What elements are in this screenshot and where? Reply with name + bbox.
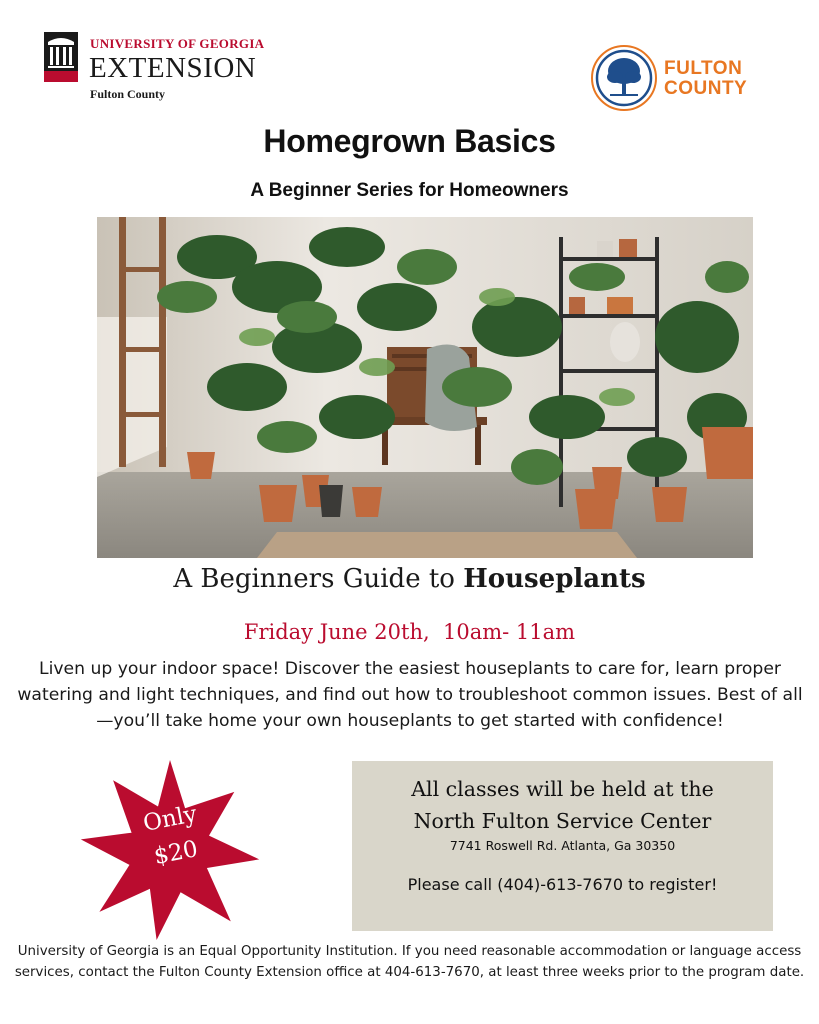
uga-logo-extension: EXTENSION [89, 52, 257, 84]
uga-logo-county: Fulton County [90, 87, 166, 101]
price-badge-amount: $20 [151, 836, 201, 870]
uga-extension-logo [44, 32, 284, 104]
price-badge-label: Only [141, 801, 199, 837]
uga-arch-icon [44, 32, 78, 82]
houseplants-photo [97, 217, 753, 558]
location-name: North Fulton Service Center [413, 809, 712, 833]
guide-heading [0, 564, 819, 594]
location-info-box [352, 761, 773, 931]
fulton-tree-seal-icon [590, 44, 658, 112]
event-date: Friday June 20th, 10am- 11am [243, 620, 576, 644]
registration-phone: Please call (404)-613-7670 to register! [407, 875, 718, 894]
fulton-logo-line2: COUNTY [664, 78, 748, 99]
event-description: Liven up your indoor space! Discover the easiest houseplants to care for, learn proper watering and light techniques, and find out how to troubleshoot common issues. Best of all—you’ll take home your own houseplants to get started with confidence! [17, 659, 803, 731]
page-subtitle: A Beginner Series for Homeowners [250, 180, 569, 201]
location-intro: All classes will be held at the [411, 777, 714, 801]
fulton-logo-line1: FULTON [664, 58, 743, 79]
guide-heading-emphasis: Houseplants [463, 564, 646, 594]
footer-disclaimer: University of Georgia is an Equal Opportunity Institution. If you need reasonable accommodation or language access services, contact the Fulton County Extension office at 404-613-7670, at least three weeks prior to the program date. [14, 944, 805, 980]
guide-heading-prefix: A Beginners Guide to [173, 564, 464, 594]
uga-logo-university: UNIVERSITY OF GEORGIA [90, 36, 265, 51]
fulton-county-logo [590, 44, 765, 114]
page-title: Homegrown Basics [263, 123, 556, 159]
location-address: 7741 Roswell Rd. Atlanta, Ga 30350 [449, 838, 676, 853]
